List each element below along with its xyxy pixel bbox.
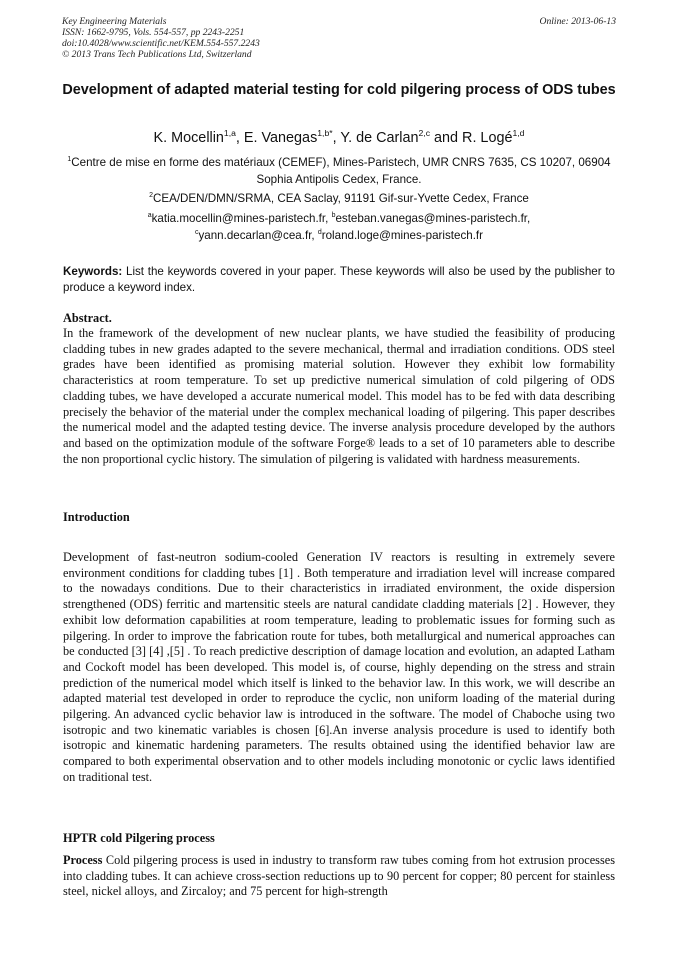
affiliation-text: Centre de mise en forme des matériaux (CEMEF), Mines-Paristech, UMR CNRS 7635, CS 10207, 06904 Sophia Antipolis Cedex, France. [71,156,611,186]
journal-doi: doi:10.4028/www.scientific.net/KEM.554-557.2243 [62,38,260,49]
introduction-heading: Introduction [63,510,130,524]
hptr-text: Cold pilgering process is used in industry to transform raw tubes coming from hot extrusion processes into cladding tubes. It can achieve cross-section reductions up to 90 percent for copper; 80 percent for stainless steel, nickel alloys, and Zircaloy; and 75 percent for high-strength [63,853,615,899]
hptr-lead: Process [63,853,103,867]
author-separator: , [332,130,341,146]
affiliation-mark: 1 [67,156,72,164]
email-mark: c [194,228,199,236]
author-emails [60,211,618,244]
affiliation-2 [60,191,618,208]
abstract-text: In the framework of the development of new nuclear plants, we have studied the feasibility of producing cladding tubes in new grades adapted to the severe mechanical, thermal and irradiation conditions. ODS steel grades have been identified as promising material solution. However they exhibit low formability characteristics at room temperature. To set up predictive numerical simulation of cold pilgering of ODS cladding tubes, we have developed a accurate numerical model. This model has to be fed with data describing precisely the behavior of the material under the complex mechanical loading of pilgering. This paper describes the numerical model and the adapted testing device. The inverse analysis procedure developed by the authors and based on the optimization module of the software Forge® leads to a set of 10 parameters able to describe the non proportional cyclic history. The simulation of pilgering is validated with hardness measurements. [63,326,615,466]
author-list [60,129,618,147]
author: Y. de Carlan [340,130,419,146]
affiliation-1 [60,155,618,188]
author-affiliation-mark: 1,b* [317,128,333,139]
email-mark: b [331,212,336,220]
keywords-text: List the keywords covered in your paper. These keywords will also be used by the publisher to produce a keyword index. [63,265,615,294]
author-affiliation-mark: 1,d [512,128,525,139]
author: R. Logé [462,130,513,146]
email-mark: a [147,212,152,220]
journal-copyright: © 2013 Trans Tech Publications Ltd, Switzerland [62,49,252,60]
paper-title: Development of adapted material testing for cold pilgering process of ODS tubes [62,82,616,98]
hptr-paragraph [63,853,615,900]
author: E. Vanegas [243,130,318,146]
email-link[interactable]: esteban.vanegas@mines-paristech.fr, [335,212,531,225]
author-affiliation-mark: 2,c [418,128,431,139]
email-link[interactable]: yann.decarlan@cea.fr, [198,228,318,242]
keywords-paragraph [63,264,615,296]
author-separator: , [235,130,244,146]
journal-header [62,16,616,60]
abstract-heading: Abstract. [63,311,112,325]
email-mark: d [317,228,322,236]
email-link[interactable]: katia.mocellin@mines-paristech.fr, [151,212,332,225]
affiliation-mark: 2 [149,192,153,200]
journal-issn: ISSN: 1662-9795, Vols. 554-557, pp 2243-2251 [62,27,245,38]
journal-name: Key Engineering Materials [62,16,167,27]
introduction-text: Development of fast-neutron sodium-cooled Generation IV reactors is resulting in extremely severe environment conditions for cladding tubes [1] . Both temperature and irradiation level will increase compared to the nowadays conditions. Due to their characteristics in irradiated environment, the oxide dispersion strengthened (ODS) ferritic and martensitic steels are natural candidate cladding materials [2] . However, they exhibit low deformation capabilities at room temperature, leading to problematic issues for forming such as pilgering. In order to improve the fabrication route for tubes, both metallurgical and numerical approaches can be conducted [3] [4] ,[5] . To reach predictive description of damage location and evolution, an adapted Latham and Cockoft model has been developed. This model is, of course, highly depending on the stress and strain prediction of the numerical model which itself is linked to the behavior law. In this work, we will describe an adapted material test developed in order to reproduce the cyclic, non uniform loading of the material during pilgering. An advanced cyclic behavior law is introduced in the software. The model of Chaboche using two isotropic and two kinematic variables is chosen [6].An inverse analysis procedure is used to identify both isotropic and kinematic hardening parameters. The results obtained using the identified behavior law are compared to both experimental observation and to other models including monotonic or cyclic laws identified on traditional test. [63,550,615,784]
author-affiliation-mark: 1,a [223,128,236,139]
author: K. Mocellin [153,130,224,146]
hptr-heading: HPTR cold Pilgering process [63,831,215,845]
affiliation-text: CEA/DEN/DMN/SRMA, CEA Saclay, 91191 Gif-sur-Yvette Cedex, France [153,192,529,205]
online-date: Online: 2013-06-13 [539,16,616,27]
email-link[interactable]: roland.loge@mines-paristech.fr [321,228,484,242]
author-separator: and [430,130,463,146]
keywords-label: Keywords: [63,265,123,278]
